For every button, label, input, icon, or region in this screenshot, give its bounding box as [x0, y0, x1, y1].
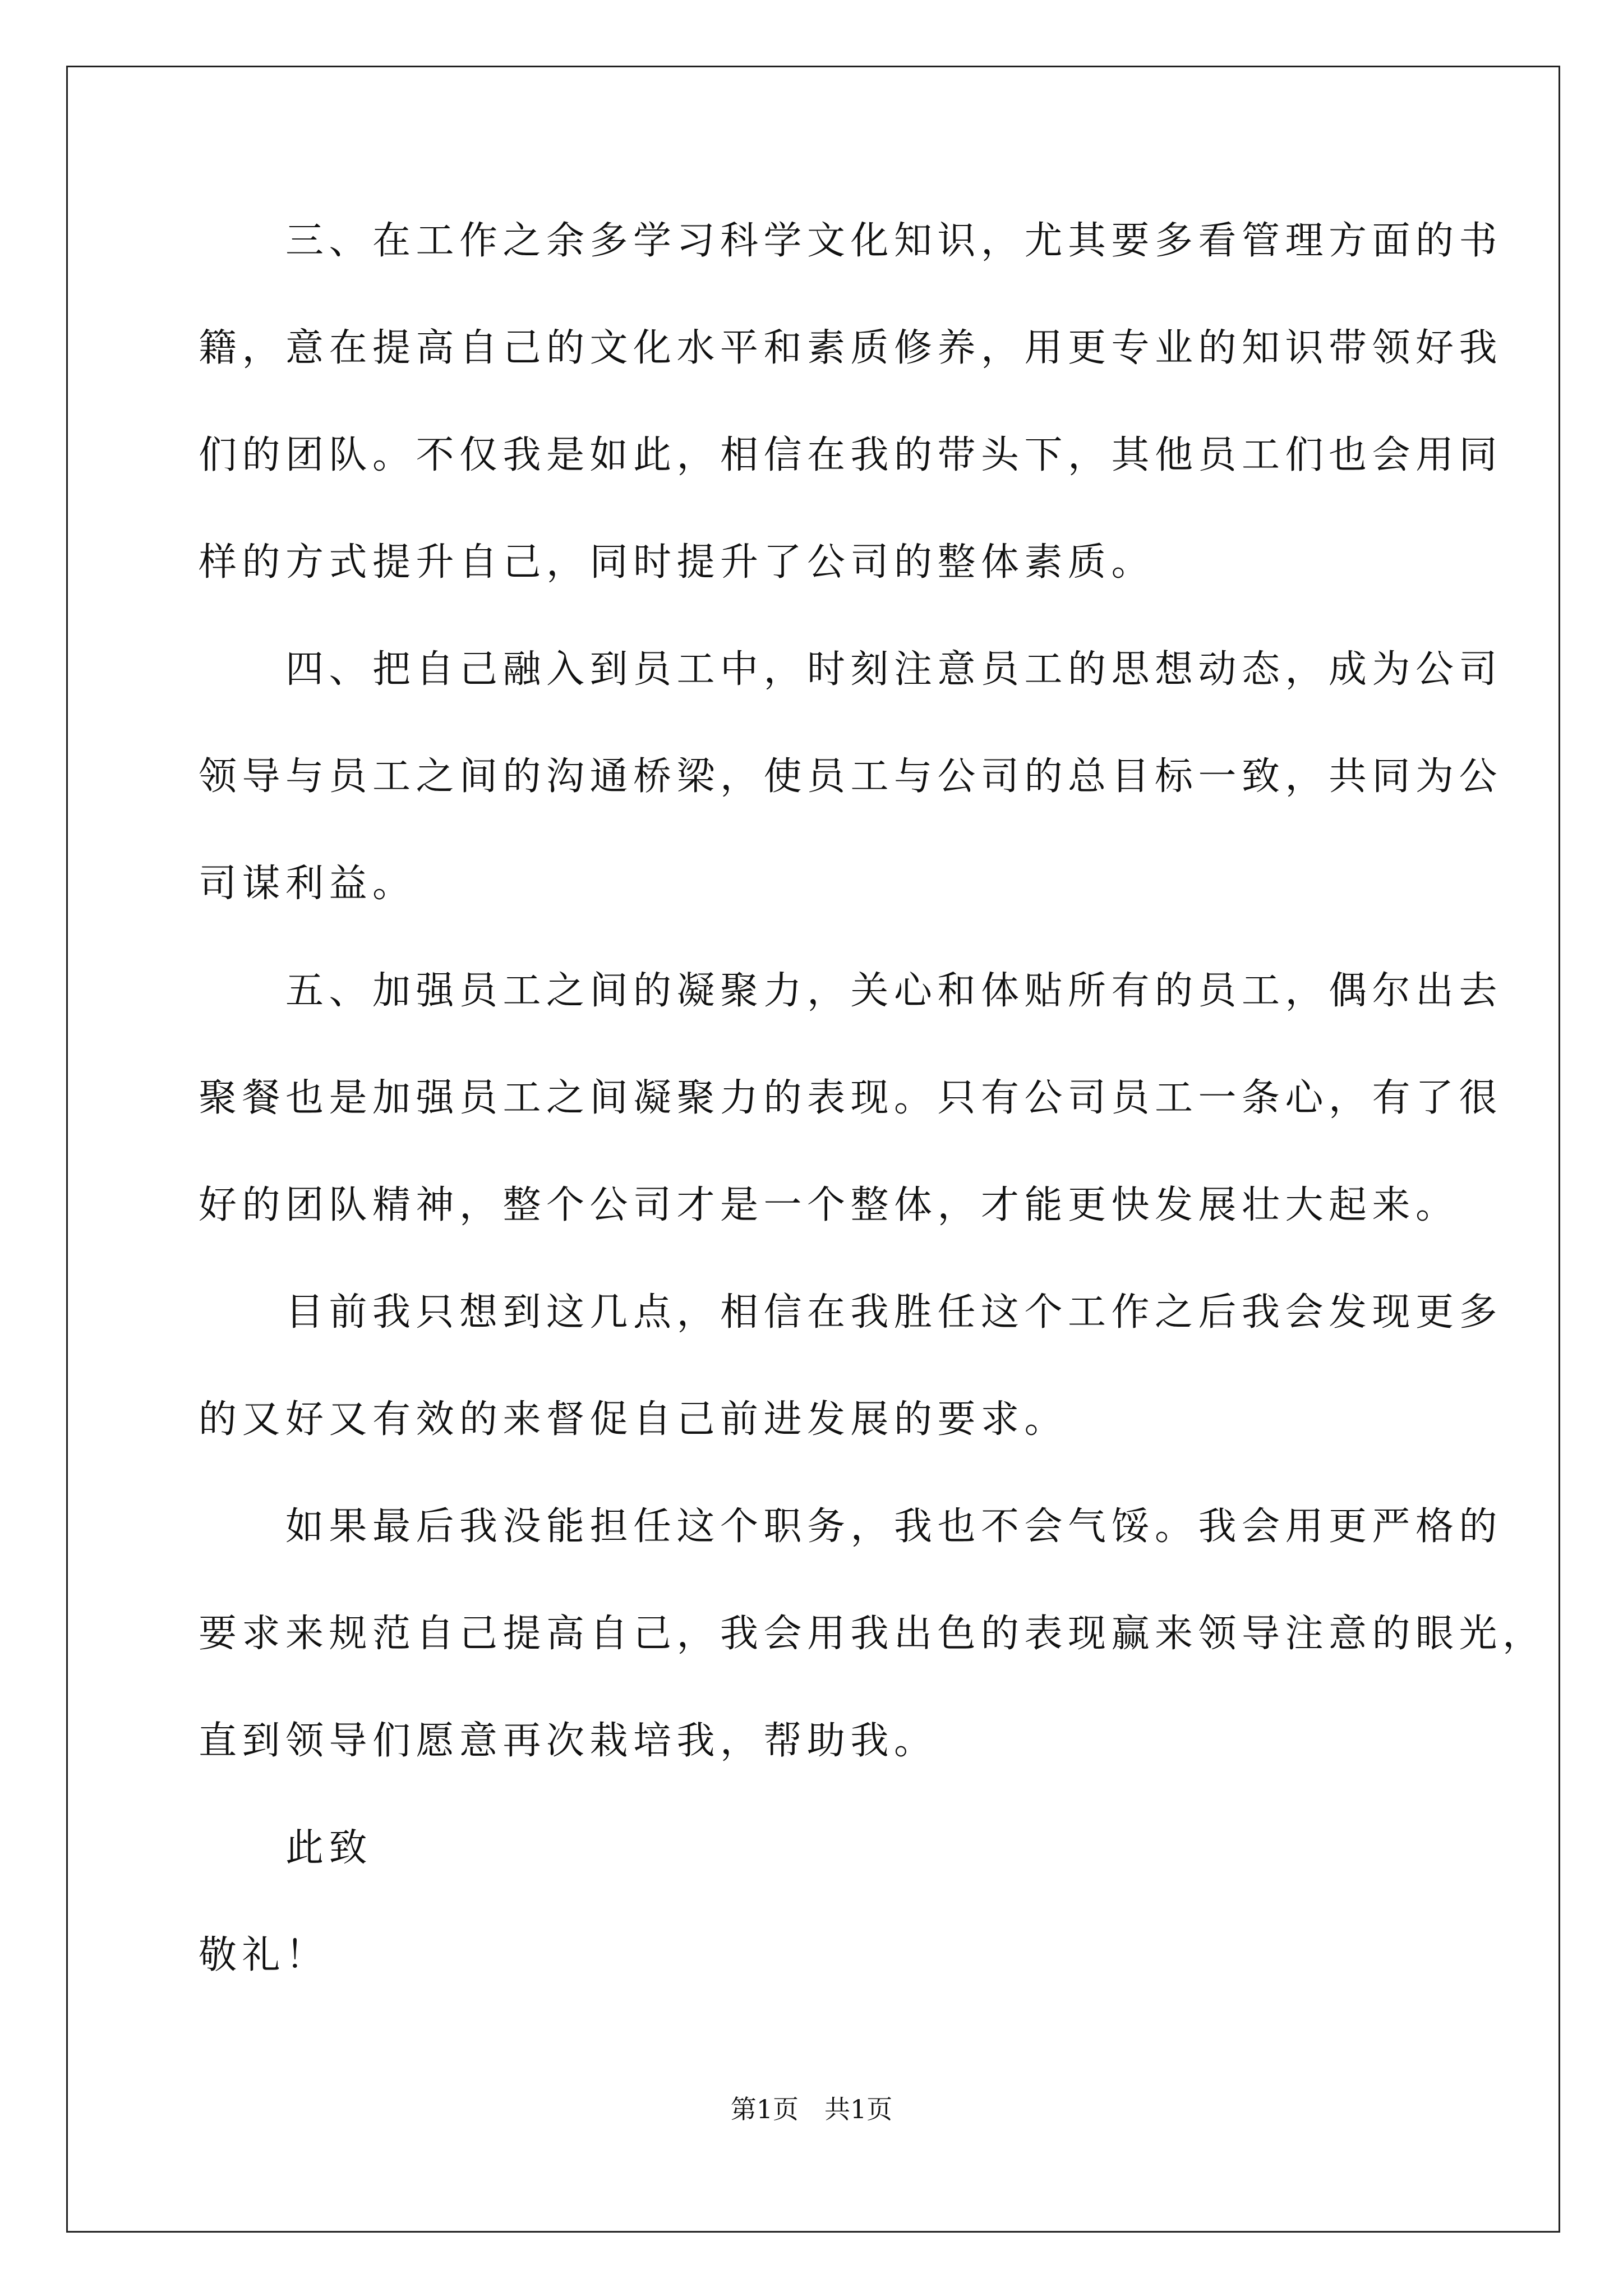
text-line: 四、把自己融入到员工中，时刻注意员工的思想动态，成为公司 — [199, 647, 1503, 692]
text-line: 好的团队精神，整个公司才是一个整体，才能更快发展壮大起来。 — [199, 1183, 1459, 1227]
text-line: 如果最后我没能担任这个职务，我也不会气馁。我会用更严格的 — [199, 1504, 1503, 1549]
text-line: 司谋利益。 — [199, 862, 416, 906]
text-line: 三、在工作之余多学习科学文化知识，尤其要多看管理方面的书 — [199, 219, 1503, 263]
text-line: 要求来规范自己提高自己，我会用我出色的表现赢来领导注意的眼光， — [199, 1612, 1546, 1656]
text-line: 样的方式提升自己，同时提升了公司的整体素质。 — [199, 540, 1155, 585]
text-line: 直到领导们愿意再次栽培我，帮助我。 — [199, 1719, 938, 1763]
closing-line: 此致 — [199, 1826, 373, 1870]
text-line: 籍，意在提高自己的文化水平和素质修养，用更专业的知识带领好我 — [199, 326, 1503, 370]
text-line: 五、加强员工之间的凝聚力，关心和体贴所有的员工，偶尔出去 — [199, 969, 1503, 1013]
page-number-footer: 第1页 共1页 — [730, 2094, 893, 2124]
salutation-line: 敬礼！ — [199, 1933, 329, 1977]
text-line: 的又好又有效的来督促自己前进发展的要求。 — [199, 1397, 1068, 1442]
text-line: 聚餐也是加强员工之间凝聚力的表现。只有公司员工一条心，有了很 — [199, 1076, 1503, 1120]
page-border — [66, 66, 1560, 2233]
text-line: 目前我只想到这几点，相信在我胜任这个工作之后我会发现更多 — [199, 1290, 1503, 1335]
text-line: 领导与员工之间的沟通桥梁，使员工与公司的总目标一致，共同为公 — [199, 754, 1503, 799]
text-line: 们的团队。不仅我是如此，相信在我的带头下，其他员工们也会用同 — [199, 433, 1503, 477]
